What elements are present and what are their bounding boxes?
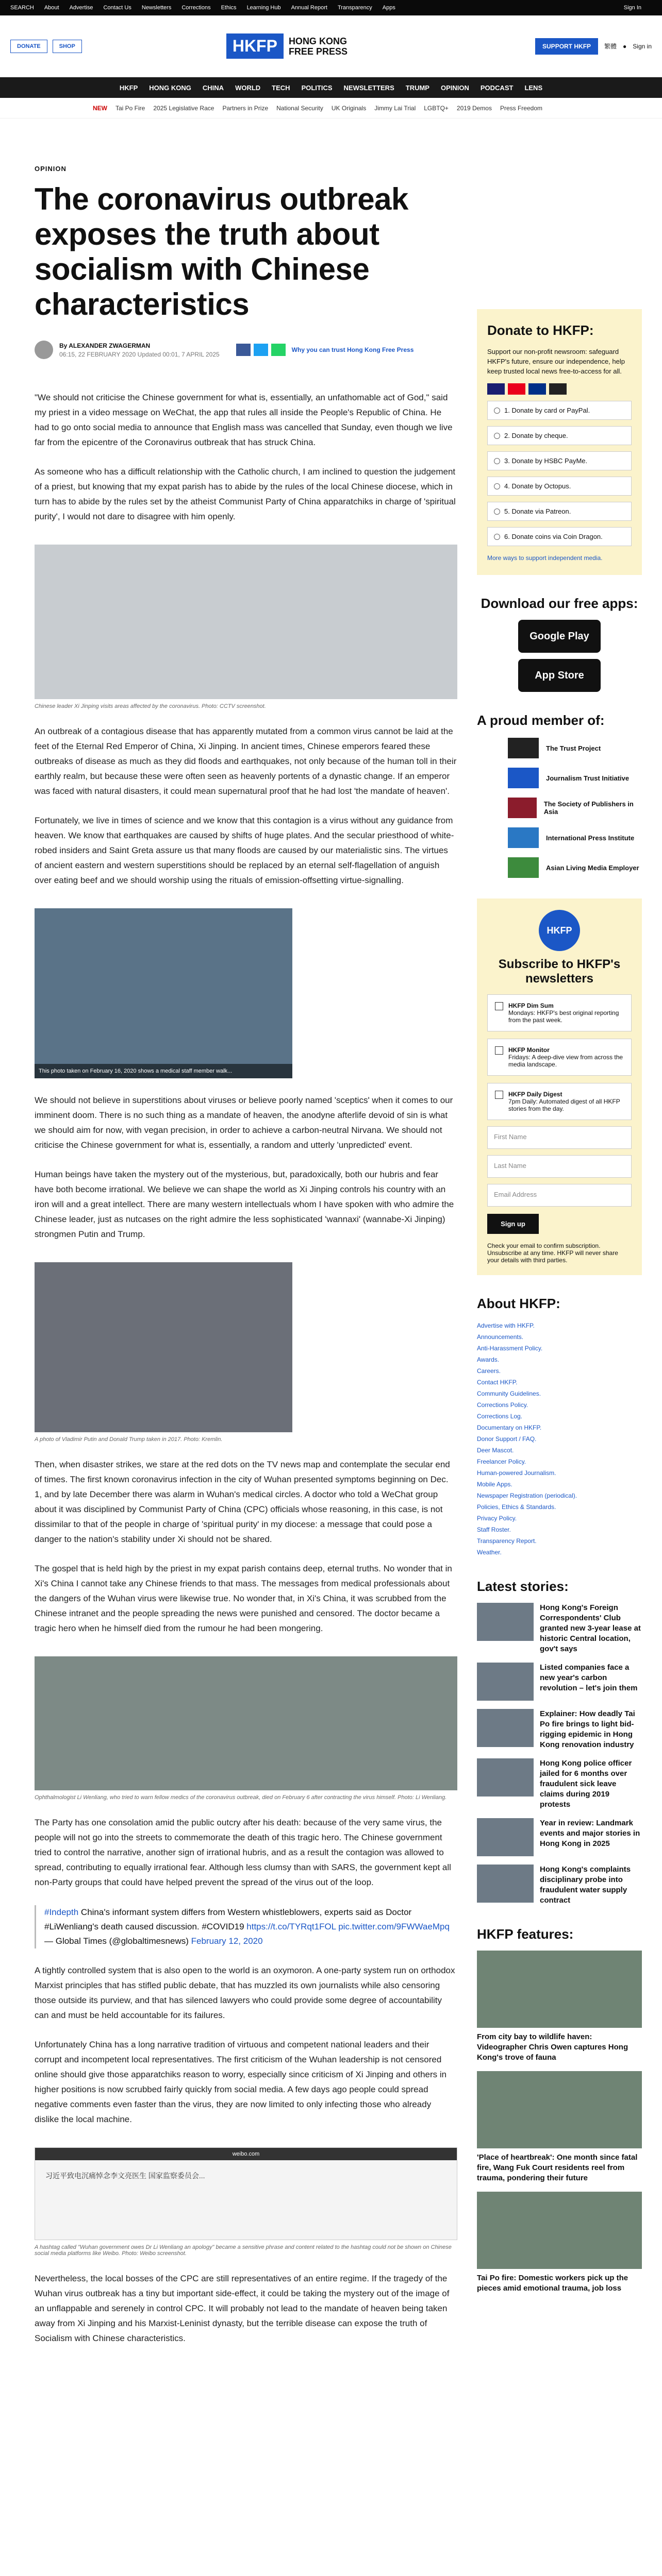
user-icon[interactable]: ● <box>623 42 627 50</box>
story-title: Explainer: How deadly Tai Po fire brings to light bid-rigging epidemic in Hong Kong renovation industry <box>540 1709 635 1749</box>
nav-world[interactable]: WORLD <box>235 83 261 92</box>
newsletter-desc: 7pm Daily: Automated digest of all HKFP stories from the day. <box>508 1098 620 1112</box>
story-title: Year in review: Landmark events and major stories in Hong Kong in 2025 <box>540 1819 640 1848</box>
newsletter-name: HKFP Monitor <box>508 1046 550 1054</box>
checkbox-icon[interactable] <box>495 1091 503 1099</box>
donate-text: Support our non-profit newsroom: safeguard HKFP's future, ensure our independence, help keep trusted local news free-to-access for all. <box>487 348 625 375</box>
author-name[interactable]: By ALEXANDER ZWAGERMAN <box>59 342 151 349</box>
article-image <box>35 908 292 1078</box>
paragraph: The Party has one consolation amid the public outcry after his death: because of the very same virus, the people will not go into the streets to commemorate the death of this tragic hero. The Chinese government tried to control the narrative, another sign of irrational hubris, and as a result the contagion was allowed to spread, contributing to equally irrational fear. Although less clumsy than with SARS, the government kept all non-Party groups that could have helped prevent the spread of the virus out of the loop. <box>35 1818 451 1887</box>
about-links <box>477 1320 642 1558</box>
member-badge[interactable] <box>508 738 642 758</box>
signin-link[interactable]: Sign in <box>633 42 652 50</box>
about-link[interactable]: Donor Support / FAQ. <box>477 1435 537 1443</box>
donate-option-label: 6. Donate coins via Coin Dragon. <box>504 533 603 540</box>
paypal-icon <box>528 383 546 395</box>
donate-option-label: 2. Donate by cheque. <box>504 432 568 439</box>
member-name: The Society of Publishers in Asia <box>543 800 634 816</box>
paragraph: Unfortunately China has a long narrative tradition of virtuous and competent national leaders and their corrupt and incompetent local representatives. The first criticism of the Wuhan leadership is not censored online should give those apparatchiks reason to worry, especially since criticism of Xi Jinping and others in higher positions is now scrubbed fairly quickly from social media. A few days ago people could spread negative comments even faster than the virus, they are now limited to only infecting those who already dislike the local machine. <box>35 2040 447 2124</box>
newsletter-option[interactable] <box>487 1083 632 1120</box>
paragraph: Nevertheless, the local bosses of the CPC are still representatives of an entire regime. If the tragedy of the Wuhan virus outbreak has a tiny but important side-effect, it could be taking the mystery out of the image of an unflappable and serenely in control CPC. It will probably not lead to the mandate of heaven being taken away from Xi Jinping and his Marxist-Leninist dynasty, but the terrible disease can expose the truth of Socialism with Chinese characteristics. <box>35 2274 450 2343</box>
donate-option[interactable] <box>487 401 632 420</box>
browser-text: 习近平致电沉痛悼念李文亮医生 国家监察委员会... <box>45 2172 205 2180</box>
about-link[interactable]: Announcements. <box>477 1333 524 1341</box>
about-link[interactable]: Careers. <box>477 1367 501 1375</box>
tags-new-label: NEW <box>93 104 107 112</box>
feature-story[interactable] <box>477 1951 642 2063</box>
trust-link[interactable]: Why you can trust Hong Kong Free Press <box>291 346 414 353</box>
latest-list <box>477 1603 642 1906</box>
radio-icon <box>494 458 500 464</box>
about-link[interactable]: Newspaper Registration (periodical). <box>477 1492 577 1499</box>
applepay-icon <box>549 383 567 395</box>
tag-link[interactable]: Partners in Prize <box>222 104 269 112</box>
about-link[interactable]: Advertise with HKFP. <box>477 1322 535 1329</box>
browser-screenshot <box>35 2147 457 2240</box>
ipi-icon <box>508 827 539 848</box>
feature-title: Tai Po fire: Domestic workers pick up the pieces amid emotional trauma, job loss <box>477 2274 628 2293</box>
article-title: The coronavirus outbreak exposes the truth about socialism with Chinese characteristics <box>35 182 408 321</box>
about-link[interactable]: Awards. <box>477 1356 500 1363</box>
story-thumbnail <box>477 1758 534 1797</box>
paragraph: An outbreak of a contagious disease that has apparently mutated from a common virus cannot be laid at the feet of the Eternal Red Emperor of China, Xi Jinping. In ancient times, Chinese emperors feared these outbreaks of disease as much as they did floods and earthquakes, not only because of the human toll in their earthly realm, but because these were often seen as heavenly portents of a dynastic change. If an emperor was faced with natural disasters, it could mean supernatural proof that he had lost 'the mandate of heaven'. <box>35 726 457 796</box>
newsletter-box <box>477 899 642 1275</box>
jti-icon <box>508 768 539 788</box>
story-thumbnail <box>477 1818 534 1856</box>
logo-line-1: HONG KONG <box>288 36 347 46</box>
site-logo[interactable] <box>226 33 347 59</box>
paragraph: "We should not criticise the Chinese government for what is, essentially, an unfathomable act of God," said my priest in a video message on WeChat, the app that rules all inside the People's Republic of China. He had to go onto social media to announce that English mass was cancelled that Sunday, even though we live far from the epicentre of the Coronavirus outbreak that has struck China. <box>35 393 453 447</box>
radio-icon <box>494 534 500 540</box>
tweet-hashtag[interactable]: #Indepth <box>44 1907 79 1917</box>
donate-button[interactable]: DONATE <box>10 40 47 53</box>
support-button[interactable]: SUPPORT HKFP <box>535 38 598 55</box>
latest-story[interactable] <box>477 1865 642 1906</box>
tag-link[interactable]: National Security <box>276 104 323 112</box>
checkbox-icon[interactable] <box>495 1046 503 1055</box>
logo-mark: HKFP <box>226 33 284 59</box>
newsletter-name: HKFP Dim Sum <box>508 1002 554 1009</box>
top-transparency[interactable]: Transparency <box>337 5 372 11</box>
trending-tags <box>0 98 662 118</box>
image-caption: A hashtag called "Wuhan government owes Dr Li Wenliang an apology" became a sensitive phrase and content related to the hashtag could not be shown on Chinese social media platforms like Weibo. Photo: Weibo screenshot. <box>35 2244 452 2257</box>
donate-option-label: 5. Donate via Patreon. <box>504 507 571 515</box>
latest-title: Latest stories: <box>477 1579 569 1594</box>
paragraph: We should not believe in superstitions about viruses or believe poorly named 'sceptics' when it comes to our imminent doom. There is no such thing as a mandate of heaven, the anodyne afterlife devoid of sin is what we should aim for now, with vegan precision, in order to achieve a carbon-neutral Nirvana. We should not criticise the Chinese government for what is, essentially, a random and utterly 'unpredicted' event. <box>35 1095 453 1150</box>
member-title: A proud member of: <box>477 713 605 728</box>
tag-link[interactable]: 2025 Legislative Race <box>153 104 214 112</box>
latest-story[interactable] <box>477 1758 642 1810</box>
donate-option[interactable] <box>487 477 632 496</box>
tag-link[interactable]: LGBTQ+ <box>424 104 449 112</box>
donate-title: Donate to HKFP: <box>487 323 594 338</box>
feature-story[interactable] <box>477 2192 642 2294</box>
email-field[interactable]: Email Address <box>487 1184 632 1207</box>
embedded-tweet <box>35 1905 457 1948</box>
google-play-button[interactable]: Google Play <box>518 620 601 653</box>
member-name: Asian Living Media Employer <box>546 863 639 872</box>
top-learning[interactable]: Learning Hub <box>246 5 281 11</box>
about-link[interactable]: Mobile Apps. <box>477 1481 512 1488</box>
image-caption: Chinese leader Xi Jinping visits areas affected by the coronavirus. Photo: CCTV screenshot. <box>35 703 266 709</box>
about-link[interactable]: Human-powered Journalism. <box>477 1469 556 1477</box>
visa-icon <box>487 383 505 395</box>
feature-title: From city bay to wildlife haven: Videographer Chris Owen captures Hong Kong's trove of fauna <box>477 2032 628 2062</box>
paragraph: A tightly controlled system that is also open to the world is an oxymoron. A one-party system run on orthodox Marxist principles that has stifled public debate, that has muzzled its own journalists while also censoring those outside its purview, and that has silenced lawyers who could provide some degree of accountability can and must be held accountable for its failures. <box>35 1965 455 2020</box>
tag-link[interactable]: Tai Po Fire <box>115 104 145 112</box>
donate-option[interactable] <box>487 527 632 546</box>
paragraph: Then, when disaster strikes, we stare at the red dots on the TV news map and contemplate the secular end of times. The first known coronavirus infection in the city of Wuhan presented symptoms beginning on Dec. 1, and by late December there was alarm in Wuhan's medical circles. A doctor who told a WeChat group about it was disciplined by Communist Party of China (CPC) officials whose reasoning, in this case, is not dissimilar to that of the people in charge of 'spiritual purity' in my diocese: a message that could pose a danger to the nation's stability under Xi should not be shared. <box>35 1460 450 1544</box>
top-newsletters[interactable]: Newsletters <box>141 5 172 11</box>
feature-image <box>477 2192 642 2269</box>
story-title: Hong Kong police officer jailed for 6 months over fraudulent sick leave claims during 2019 protests <box>540 1759 632 1809</box>
top-apps[interactable]: Apps <box>382 5 395 11</box>
member-name: International Press Institute <box>546 834 635 842</box>
article <box>35 134 457 2346</box>
app-store-button[interactable]: App Store <box>518 659 601 692</box>
top-search[interactable]: SEARCH <box>10 5 34 11</box>
tweet-text: China's informant system differs from Western whistleblowers, experts said as Doctor #LiWenliang's death caused discussion. #COVID19 <box>44 1907 412 1931</box>
donate-option[interactable] <box>487 426 632 445</box>
checkbox-icon[interactable] <box>495 1002 503 1010</box>
latest-story[interactable] <box>477 1818 642 1856</box>
member-badge[interactable] <box>508 857 642 878</box>
nav-hkfp[interactable]: HKFP <box>119 83 138 92</box>
feature-title: 'Place of heartbreak': One month since fatal fire, Wang Fuk Court residents reel from trauma, pondering their future <box>477 2153 638 2182</box>
nav-hong-kong[interactable]: HONG KONG <box>149 83 191 92</box>
donate-box <box>477 309 642 575</box>
signup-button[interactable]: Sign up <box>487 1214 539 1234</box>
nav-lens[interactable]: LENS <box>524 83 543 92</box>
paragraph: Human beings have taken the mystery out of the mysterious, but, paradoxically, both our hubris and fear have both become irrational. We believe we can shape the world as Xi Jinping controls his country with an iron will and a great intellect. There are many western intellectuals whom I have spoken with who admire the Chinese leader, just as nutcases on the right admire the less sophisticated 'wannaxi' (wannabe-Xi Jinping) strongmen Putin and Trump. <box>35 1170 454 1239</box>
nav-opinion[interactable]: OPINION <box>440 83 469 92</box>
nav-tech[interactable]: TECH <box>272 83 290 92</box>
member-badge[interactable] <box>508 798 642 818</box>
browser-url: weibo.com <box>35 2148 457 2160</box>
story-thumbnail <box>477 1865 534 1903</box>
about-link[interactable]: Transparency Report. <box>477 1537 537 1545</box>
nav-politics[interactable]: POLITICS <box>301 83 333 92</box>
feature-image <box>477 2071 642 2148</box>
image-caption: A photo of Vladimir Putin and Donald Trump taken in 2017. Photo: Kremlin. <box>35 1436 223 1443</box>
first-name-field[interactable]: First Name <box>487 1126 632 1149</box>
story-thumbnail <box>477 1663 534 1701</box>
tweet-date[interactable]: February 12, 2020 <box>191 1936 263 1946</box>
latest-story[interactable] <box>477 1709 642 1750</box>
image-caption: Ophthalmologist Li Wenliang, who tried to warn fellow medics of the coronavirus outbreak, died on February 6 after contracting the virus himself. Photo: Li Wenliang. <box>35 1794 447 1801</box>
nav-podcast[interactable]: PODCAST <box>480 83 514 92</box>
story-title: Listed companies face a new year's carbon revolution – let's join them <box>540 1663 638 1692</box>
tweet-author: — Global Times (@globaltimesnews) <box>44 1936 189 1946</box>
radio-icon <box>494 433 500 439</box>
newsletter-option[interactable] <box>487 1039 632 1076</box>
article-image <box>35 545 457 699</box>
employer-icon <box>508 857 539 878</box>
top-contact[interactable]: Contact Us <box>103 5 131 11</box>
story-thumbnail <box>477 1603 534 1641</box>
image-overlay-caption: This photo taken on February 16, 2020 shows a medical staff member walk... <box>35 1064 292 1078</box>
donate-option[interactable] <box>487 451 632 470</box>
member-name: The Trust Project <box>546 744 601 752</box>
tag-link[interactable]: UK Originals <box>331 104 367 112</box>
donate-option-label: 1. Donate by card or PayPal. <box>504 406 590 414</box>
about-link[interactable]: Contact HKFP. <box>477 1379 518 1386</box>
story-title: Hong Kong's complaints disciplinary probe into fraudulent water supply contract <box>540 1865 631 1905</box>
tag-link[interactable]: Press Freedom <box>500 104 542 112</box>
nav-trump[interactable]: TRUMP <box>405 83 429 92</box>
top-bar <box>0 0 662 15</box>
byline <box>35 341 457 359</box>
more-ways-link[interactable]: More ways to support independent media. <box>487 554 603 562</box>
about-link[interactable]: Freelancer Policy. <box>477 1458 526 1465</box>
about-link[interactable]: Documentary on HKFP. <box>477 1424 542 1431</box>
latest-story[interactable] <box>477 1603 642 1654</box>
about-link[interactable]: Community Guidelines. <box>477 1390 541 1397</box>
paragraph: The gospel that is held high by the priest in my expat parish contains deep, eternal truths. No wonder that in Xi's China I cannot take any Chinese friends to that mass. The messages from medical professionals about the dangers of the Wuhan virus were likewise true. No wonder that, in Xi's China, it was scrubbed from the Chinese intranet and the people spreading the news were punished and censored. The doctor became a tragic hero when he himself died from the rumour he had been mongering. <box>35 1564 452 1633</box>
main-nav <box>0 77 662 98</box>
features-title: HKFP features: <box>477 1926 574 1942</box>
trust-project-icon <box>508 738 539 758</box>
whatsapp-icon[interactable] <box>271 344 286 356</box>
newsletter-desc: Fridays: A deep-dive view from across the media landscape. <box>508 1054 623 1068</box>
facebook-icon[interactable] <box>236 344 251 356</box>
member-name: Journalism Trust Initiative <box>546 774 630 782</box>
paragraph: Fortunately, we live in times of science and we know that this contagion is a virus without any guidance from heaven. We know that earthquakes are caused by shifts of huge plates. And the secular priesthood of white-robed insiders and Saint Greta assure us that many floods are caused by our materialistic sins. The virtues of ancient eastern and western superstitions should be replaced by an eternal self-flagellation of anguish over eating beef and we should worship using the rituals of emission-offsetting virtue-signalling. <box>35 816 454 885</box>
about-link[interactable]: Corrections Log. <box>477 1413 523 1420</box>
article-kicker[interactable]: OPINION <box>35 165 67 173</box>
twitter-icon[interactable] <box>254 344 268 356</box>
avatar <box>35 341 53 359</box>
tweet-link[interactable]: https://t.co/TYRqt1FOL pic.twitter.com/9FWWaeMpq <box>246 1922 450 1931</box>
article-image <box>35 1262 292 1432</box>
radio-icon <box>494 483 500 489</box>
about-link[interactable]: Privacy Policy. <box>477 1515 517 1522</box>
tag-link[interactable]: 2019 Demos <box>456 104 492 112</box>
newsletter-desc: Mondays: HKFP's best original reporting from the past week. <box>508 1009 619 1024</box>
member-list <box>477 738 642 878</box>
article-image <box>35 1656 457 1790</box>
shop-button[interactable]: SHOP <box>53 40 82 53</box>
features-list <box>477 1951 642 2294</box>
latest-story[interactable] <box>477 1663 642 1701</box>
about-link[interactable]: Anti-Harassment Policy. <box>477 1345 543 1352</box>
donate-option-label: 4. Donate by Octopus. <box>504 482 571 490</box>
top-signin[interactable]: Sign In <box>623 5 641 11</box>
newsletter-name: HKFP Daily Digest <box>508 1091 562 1098</box>
story-title: Hong Kong's Foreign Correspondents' Club granted new 3-year lease at historic Central location, gov't says <box>540 1603 641 1653</box>
hkfp-badge-icon: HKFP <box>539 910 580 951</box>
mastercard-icon <box>508 383 525 395</box>
about-link[interactable]: Deer Mascot. <box>477 1447 514 1454</box>
share-buttons <box>236 344 286 356</box>
newsletter-note: Check your email to confirm subscription. Unsubscribe at any time. HKFP will never share your details with third parties. <box>487 1242 618 1264</box>
member-badge[interactable] <box>508 768 642 788</box>
story-thumbnail <box>477 1709 534 1747</box>
top-corrections[interactable]: Corrections <box>181 5 211 11</box>
radio-icon <box>494 509 500 515</box>
tag-link[interactable]: Jimmy Lai Trial <box>374 104 416 112</box>
top-ethics[interactable]: Ethics <box>221 5 237 11</box>
brand-bar <box>0 15 662 77</box>
newsletter-title: Subscribe to HKFP's newsletters <box>498 957 621 986</box>
about-link[interactable]: Policies, Ethics & Standards. <box>477 1503 556 1511</box>
newsletter-option[interactable] <box>487 994 632 1031</box>
feature-story[interactable] <box>477 2071 642 2183</box>
feature-image <box>477 1951 642 2028</box>
apps-title: Download our free apps: <box>481 596 638 611</box>
about-title: About HKFP: <box>477 1296 560 1311</box>
donate-option[interactable] <box>487 502 632 521</box>
about-link[interactable]: Staff Roster. <box>477 1526 511 1533</box>
logo-line-2: FREE PRESS <box>288 46 347 57</box>
sopa-icon <box>508 798 537 818</box>
donate-option-label: 3. Donate by HSBC PayMe. <box>504 457 588 465</box>
top-advertise[interactable]: Advertise <box>69 5 93 11</box>
paragraph: As someone who has a difficult relationship with the Catholic church, I am inclined to question the judgement of a priest, but knowing that my expat parish has to abide by the rules of the local Chinese diocese, which in turn has to abide by the rules set by the atheist Communist Party of China apparatchiks in charge of 'spiritual purity', I would not dare to disagree with him openly. <box>35 467 456 521</box>
article-date: 06:15, 22 FEBRUARY 2020 Updated 00:01, 7 APRIL 2025 <box>59 350 220 358</box>
nav-newsletters[interactable]: NEWSLETTERS <box>343 83 394 92</box>
logo-text <box>289 36 347 57</box>
payment-icons <box>487 383 632 395</box>
radio-icon <box>494 408 500 414</box>
about-link[interactable]: Corrections Policy. <box>477 1401 528 1409</box>
member-badge[interactable] <box>508 827 642 848</box>
about-link[interactable]: Weather. <box>477 1549 502 1556</box>
nav-china[interactable]: CHINA <box>202 83 224 92</box>
last-name-field[interactable]: Last Name <box>487 1155 632 1178</box>
top-about[interactable]: About <box>44 5 59 11</box>
language-toggle[interactable]: 繁體 <box>604 43 617 50</box>
sidebar <box>477 309 642 2294</box>
top-report[interactable]: Annual Report <box>291 5 327 11</box>
